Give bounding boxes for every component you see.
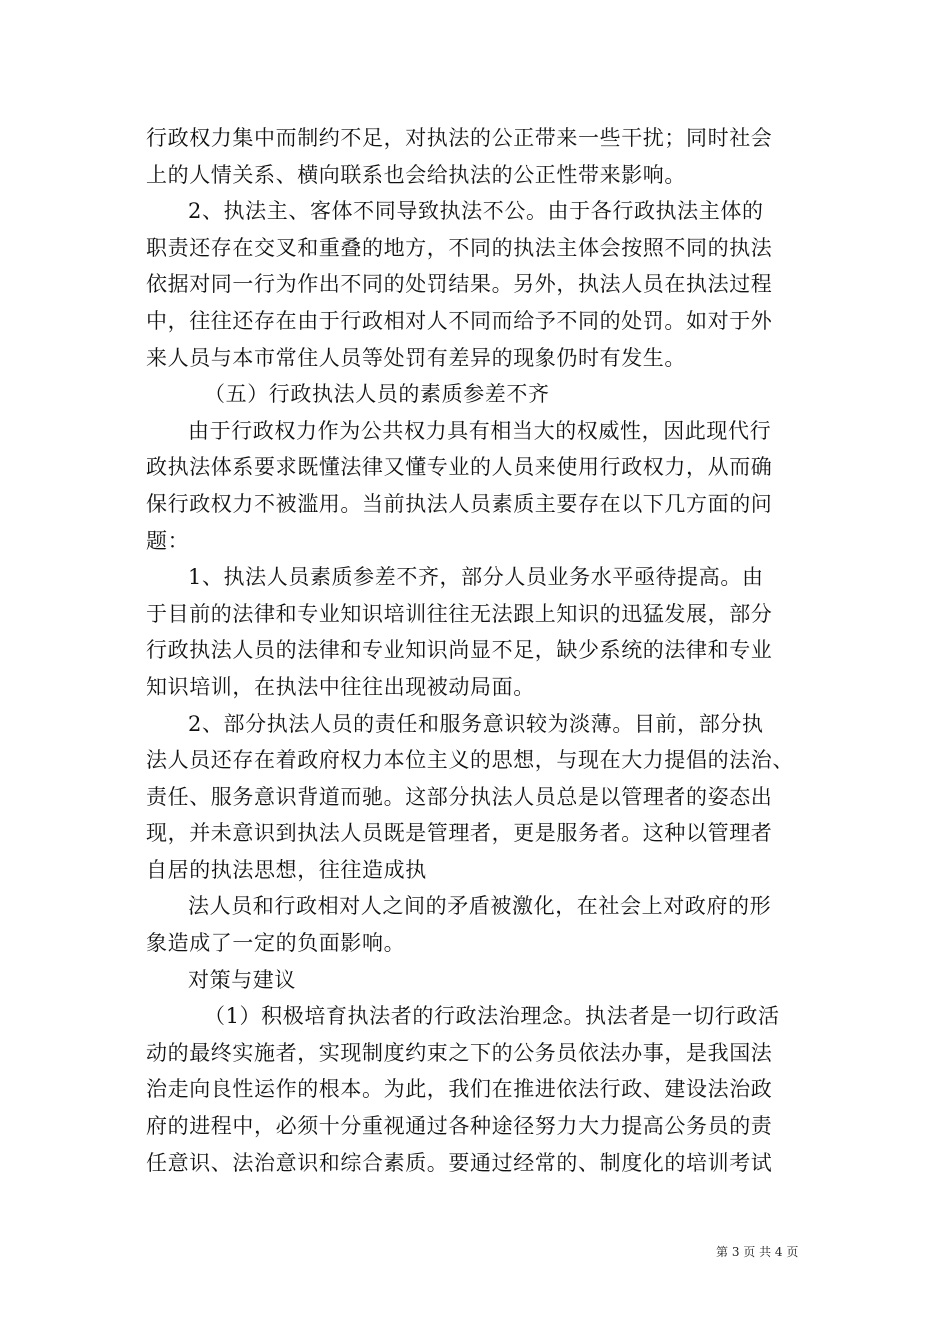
text-line: 府的进程中，必须十分重视通过各种途径努力大力提高公务员的责 bbox=[146, 1114, 773, 1139]
text-line: 中，往往还存在由于行政相对人不同而给予不同的处罚。如对于外 bbox=[146, 308, 773, 333]
section-heading: （五）行政执法人员的素质参差不齐 bbox=[204, 382, 550, 407]
text-line: 保行政权力不被滥用。当前执法人员素质主要存在以下几方面的问 bbox=[146, 491, 773, 516]
text-line: 于目前的法律和专业知识培训往往无法跟上知识的迅猛发展，部分 bbox=[146, 601, 773, 626]
text-line: 任意识、法治意识和综合素质。要通过经常的、制度化的培训考试 bbox=[146, 1150, 773, 1175]
text-line: 治走向良性运作的根本。为此，我们在推进依法行政、建设法治政 bbox=[146, 1077, 773, 1102]
text-line: 政执法体系要求既懂法律又懂专业的人员来使用行政权力，从而确 bbox=[146, 455, 773, 480]
text-line: 2、执法主、客体不同导致执法不公。由于各行政执法主体的 bbox=[188, 199, 764, 224]
section-heading: 对策与建议 bbox=[188, 967, 296, 992]
page-number: 第 3 页 共 4 页 bbox=[716, 1245, 799, 1259]
body-text bbox=[146, 120, 808, 1181]
text-line: 上的人情关系、横向联系也会给执法的公正性带来影响。 bbox=[146, 162, 686, 187]
text-line: 题： bbox=[146, 528, 190, 553]
text-line: 行政权力集中而制约不足，对执法的公正带来一些干扰；同时社会 bbox=[146, 126, 773, 150]
text-line: 职责还存在交叉和重叠的地方，不同的执法主体会按照不同的执法 bbox=[146, 235, 773, 260]
text-line: 责任、服务意识背道而驰。这部分执法人员总是以管理者的姿态出 bbox=[146, 784, 773, 809]
text-line: 法人员还存在着政府权力本位主义的思想，与现在大力提倡的法治、 bbox=[146, 748, 794, 773]
text-line: 1、执法人员素质参差不齐，部分人员业务水平亟待提高。由 bbox=[188, 565, 764, 590]
text-line: 动的最终实施者，实现制度约束之下的公务员依法办事，是我国法 bbox=[146, 1040, 773, 1065]
text-line: 知识培训，在执法中往往出现被动局面。 bbox=[146, 674, 535, 699]
text-line: 法人员和行政相对人之间的矛盾被激化，在社会上对政府的形 bbox=[188, 894, 772, 919]
text-line: 依据对同一行为作出不同的处罚结果。另外，执法人员在执法过程 bbox=[146, 272, 773, 297]
text-line: 由于行政权力作为公共权力具有相当大的权威性，因此现代行 bbox=[188, 418, 772, 443]
text-line: 来人员与本市常住人员等处罚有差异的现象仍时有发生。 bbox=[146, 345, 686, 370]
text-line: 行政执法人员的法律和专业知识尚显不足，缺少系统的法律和专业 bbox=[146, 638, 773, 663]
text-line: 现，并未意识到执法人员既是管理者，更是服务者。这种以管理者 bbox=[146, 821, 773, 846]
text-line: （1）积极培育执法者的行政法治理念。执法者是一切行政活 bbox=[204, 1004, 780, 1029]
text-line: 2、部分执法人员的责任和服务意识较为淡薄。目前，部分执 bbox=[188, 711, 764, 736]
text-line: 象造成了一定的负面影响。 bbox=[146, 931, 406, 956]
text-line: 自居的执法思想，往往造成执 bbox=[146, 857, 427, 882]
